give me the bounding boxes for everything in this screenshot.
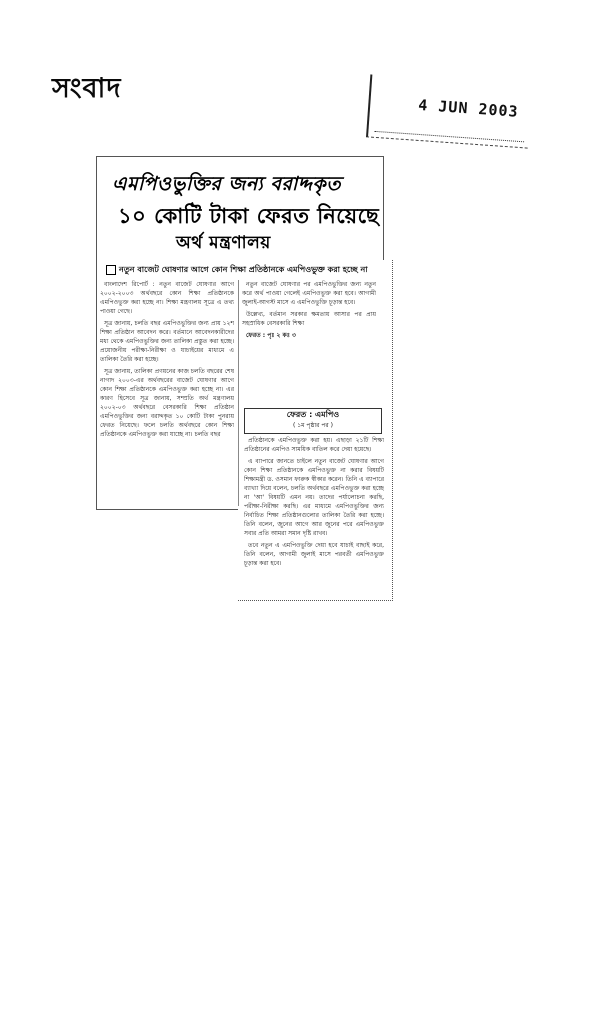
stamp-date: 4 JUN 2003: [417, 95, 520, 121]
paragraph: উল্লেখ্য, বর্তমান সরকার ক্ষমতায় আসার পর প্রায় সহস্রাধিক বেসরকারি শিক্ষা: [242, 311, 376, 327]
paragraph: সূত্র জানায়, চলতি বছর এমপিওভুক্তির জন্য প্রায় ১২শ শিক্ষা প্রতিষ্ঠান আবেদন করে। বর্তমানে আবেদনকারীদের মধ্য থেকে এমপিওভুক্তির জন্য তালিকা প্রস্তুত করা হচ্ছে। প্রয়োজনীয় পরীক্ষা-নিরীক্ষা ও যাচাইয়ের মাধ্যমে এ তালিকা তৈরি করা হচ্ছে।: [100, 320, 234, 363]
paragraph: সূত্র জানায়, তালিকা প্রণয়নের কাজ চলতি বছরের শেষ নাগাদ ২০০৩-এর অর্থবছরের বাজেট ঘোষণার আগে কোন শিক্ষা প্রতিষ্ঠানকে এমপিওভুক্ত করা হচ্ছে না। এর কারণ হিসেবে সূত্র জানায়, সম্প্রতি অর্থ মন্ত্রণালয় ২০০২-০৩ অর্থবছরে বেসরকারি শিক্ষা প্রতিষ্ঠান এমপিওভুক্তির জন্য বরাদ্দকৃত ১০ কোটি টাকা পুনরায় ফেরত নিয়েছে। ফলে চলতি অর্থবছরে কোন শিক্ষা প্রতিষ্ঠানকে এমপিওভুক্ত করা যাচ্ছে না। চলতি বছর: [100, 368, 234, 438]
continuation-title: ফেরত : এমপিও: [286, 410, 340, 419]
paragraph: বাংলাদেশ রিপোর্ট : নতুন বাজেট ঘোষণার আগে ২০০২-২০০৩ অর্থবছরে কোন শিক্ষা প্রতিষ্ঠানকে এমপিওভুক্ত করা হচ্ছে না। শিক্ষা মন্ত্রণালয় সূত্রে এ তথ্য পাওয়া গেছে।: [100, 281, 234, 315]
subheadline-text: নতুন বাজেট ঘোষণার আগে কোন শিক্ষা প্রতিষ্ঠানকে এমপিওভুক্ত করা হচ্ছে না: [119, 265, 368, 274]
headline-line-2: ১০ কোটি টাকা ফেরত নিয়েছে: [118, 203, 380, 228]
headline-line-1: এমপিওভুক্তির জন্য বরাদ্দকৃত: [112, 173, 342, 195]
paragraph: তবে নতুন এ এমপিওভুক্তি দেয়া হবে যাচাই বাছাই করে, তিনি বলেন, আগামী জুলাই মাসে পরবর্তী এমপিওভুক্ত চূড়ান্ত করা হবে।: [244, 542, 384, 567]
continuation-header: [244, 408, 382, 434]
newspaper-masthead: সংবাদ: [52, 73, 122, 104]
paragraph: প্রতিষ্ঠানকে এমপিওভুক্ত করা হয়। এছাড়া ২১টি শিক্ষা প্রতিষ্ঠানের এমপিও সাময়িক বাতিল করে দেয়া হয়েছে।: [244, 437, 384, 453]
article-column-continuation: [244, 436, 384, 596]
headline-line-3: অর্থ মন্ত্রণালয়: [176, 233, 271, 253]
article-column-middle: [242, 280, 376, 396]
checkbox-bullet-icon: [106, 265, 116, 275]
paragraph: এ ব্যাপারে জানতে চাইলে নতুন বাজেট ঘোষণার আগে কোন শিক্ষা প্রতিষ্ঠানকে এমপিওভুক্ত না করার বিষয়টি শিক্ষামন্ত্রী ড. ওসমান ফারুক স্বীকার করেন। তিনি এ ব্যাপারে ব্যাখ্যা দিয়ে বলেন, চলতি অর্থবছরে এমপিওভুক্ত করা হচ্ছে না 'আ' বিষয়টি এমন নয়। তাদের পর্যালোচনা করছি, পরীক্ষা-নিরীক্ষা করছি। এর মাধ্যমে এমপিওভুক্তির জন্য নির্বাচিত শিক্ষা প্রতিষ্ঠানগুলোর তালিকা তৈরি করা হচ্ছে। তিনি বলেন, জুনের আগে আর জুনের পরে এমপিওভুক্ত সবার প্রতি আমরা সমান দৃষ্টি রাখব।: [244, 458, 384, 537]
subheadline: [106, 264, 376, 277]
article-column-left: [100, 280, 234, 504]
jump-line: ফেরত : পৃঃ ২ কঃ ৩: [246, 332, 296, 339]
continuation-reference: ( ১ম পৃষ্ঠার পর ): [293, 422, 333, 429]
date-stamp: [366, 74, 532, 148]
paragraph: নতুন বাজেট ঘোষণার পর এমপিওভুক্তির জন্য নতুন করে অর্থ পাওয়া গেলেই এমপিওভুক্ত করা হবে। আগামী জুলাই-আগস্ট মাসে এ এমপিওভুক্তি চূড়ান্ত হবে।: [242, 281, 376, 306]
column-divider: [238, 280, 239, 506]
